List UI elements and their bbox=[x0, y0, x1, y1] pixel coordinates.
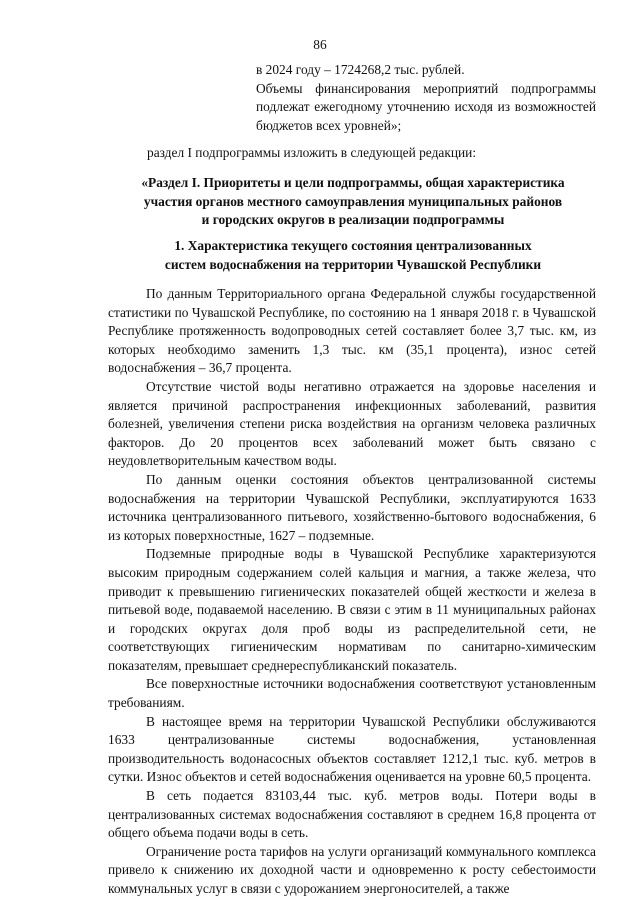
body-paragraph: По данным Территориального органа Федеральной службы государственной статистики по Чувашской Республике, по состоянию на 1 января 2018 г. в Чувашской Республике протяженность водопроводных сетей составляет более 3,7 тыс. км, из которых необходимо заменить 1,3 тыс. км (35,1 процента), износ сетей водоснабжения – 36,7 процента. bbox=[108, 286, 596, 376]
section-heading-line: и городских округов в реализации подпрограммы bbox=[201, 212, 505, 228]
section-heading-line: «Раздел I. Приоритеты и цели подпрограммы, общая характеристика bbox=[141, 175, 565, 190]
body-paragraph: Отсутствие чистой воды негативно отражается на здоровье населения и является причиной распространения инфекционных заболеваний, развития болезней, увеличения степени риска воздействия на организм человека различных факторов. До 20 процентов всех заболеваний может быть связано с неудовлетворительным качеством воды. bbox=[108, 378, 596, 469]
instruction-text: раздел I подпрограммы изложить в следующей редакции: bbox=[147, 145, 477, 160]
subsection-heading-line: систем водоснабжения на территории Чувашской Республики bbox=[164, 256, 542, 272]
body-paragraph: По данным оценки состояния объектов централизованной системы водоснабжения на территории Чувашской Республики, эксплуатируются 1633 источника централизованного питьевого, хозяйственно-бытового водоснабжения, 6 из которых поверхностные, 1627 – подземные. bbox=[108, 471, 596, 543]
body-paragraph: Все поверхностные источники водоснабжения соответствуют установленным требованиям. bbox=[108, 676, 596, 711]
body-paragraph: Ограничение роста тарифов на услуги организаций коммунального комплекса привело к снижению их доходной части и одновременно к росту себестоимости коммунальных услуг в связи с удорожанием энергоносителей, а также bbox=[108, 843, 596, 896]
page-number: 86 bbox=[313, 37, 327, 52]
body-paragraph: Подземные природные воды в Чувашской Республике характеризуются высоким природным содержанием солей кальция и магния, а также железа, что приводит к превышению гигиенических показателей общей жесткости и железа в питьевой воде, подаваемой населению. В связи с этим в 11 муниципальных районах и городских округах доля проб воды из распределительной сети, не соответствующих гигиеническим нормативам по санитарно-химическим показателям, превышает среднереспубликанский показатель. bbox=[108, 546, 596, 673]
body-paragraph: В настоящее время на территории Чувашской Республики обслуживаются 1633 централизованные системы водоснабжения, установленная производительность водонасосных объектов составляет 1212,1 тыс. куб. метров в сутки. Износ объектов и сетей водоснабжения оценивается на уровне 60,5 процента. bbox=[108, 713, 596, 785]
subsection-heading bbox=[110, 237, 596, 274]
body-text bbox=[108, 285, 596, 899]
section-heading bbox=[110, 174, 596, 230]
intro-paragraph: Объемы финансирования мероприятий подпрограммы подлежат ежегодному уточнению исходя из возможностей бюджетов всех уровней»; bbox=[256, 80, 596, 133]
body-paragraph: В сеть подается 83103,44 тыс. куб. метров воды. Потери воды в централизованных системах водоснабжения составляют в среднем 16,8 процента от общего объема подачи воды в сеть. bbox=[108, 788, 596, 841]
intro-block bbox=[256, 61, 596, 135]
section-heading-line: участия органов местного самоуправления муниципальных районов bbox=[143, 193, 563, 209]
intro-line: в 2024 году – 1724268,2 тыс. рублей. bbox=[256, 62, 465, 77]
subsection-heading-line: 1. Характеристика текущего состояния централизованных bbox=[174, 238, 532, 253]
